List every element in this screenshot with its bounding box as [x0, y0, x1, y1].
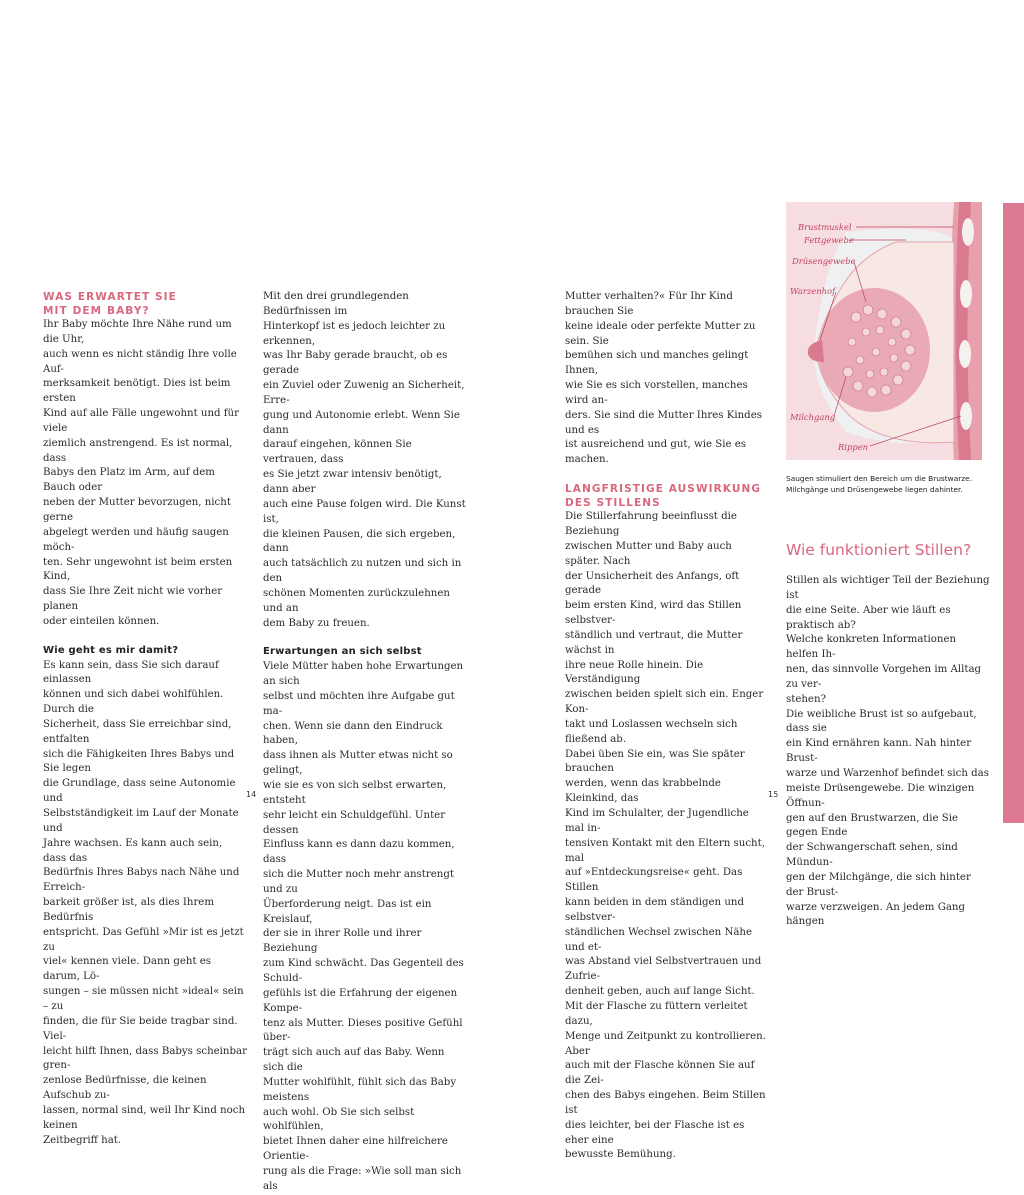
text-line: Mit der Flasche zu füttern verleitet dazu, — [565, 1000, 748, 1027]
text-line: ziemlich anstrengend. Es ist normal, dass — [43, 437, 233, 464]
subheading-erwartungen: Erwartungen an sich selbst — [263, 646, 422, 658]
text-line: bewusste Bemühung. — [565, 1149, 676, 1161]
breast-anatomy-illustration — [786, 202, 982, 460]
text-line: Mutter wohlfühlt, fühlt sich das Baby meistens — [263, 1076, 457, 1103]
text-line: der sie in ihrer Rolle und ihrer Beziehung — [263, 928, 422, 955]
text-line: was Ihr Baby gerade braucht, ob es gerade — [263, 350, 448, 377]
label-warzenhof: Warzenhof — [790, 286, 836, 296]
label-brustmuskel: Brustmuskel — [798, 222, 852, 232]
section-heading-langfristige — [565, 482, 770, 510]
text-line: auch wohl. Ob Sie sich selbst wohlfühlen, — [263, 1106, 415, 1133]
text-line: meiste Drüsengewebe. Die winzigen Öffnun- — [786, 782, 975, 809]
text-line: sich die Fähigkeiten Ihres Babys und Sie legen — [43, 748, 235, 775]
text-line: entspricht. Das Gefühl »Mir ist es jetzt zu — [43, 926, 244, 953]
text-line: keine ideale oder perfekte Mutter zu sein. Sie — [565, 320, 756, 347]
text-line: auch tatsächlich zu nutzen und sich in den — [263, 558, 462, 585]
text-line: dem Baby zu freuen. — [263, 617, 370, 629]
heading-line: DES STILLENS — [565, 497, 661, 510]
text-line: Es kann sein, dass Sie sich darauf einlassen — [43, 659, 219, 686]
text-line: die kleinen Pausen, die sich ergeben, dann — [263, 528, 456, 555]
text-line: neben der Mutter bevorzugen, nicht gerne — [43, 497, 231, 523]
text-line: Menge und Zeitpunkt zu kontrollieren. Aber — [565, 1030, 766, 1057]
text-line: gung und Autonomie erlebt. Wenn Sie dann — [263, 409, 460, 436]
text-line: chen. Wenn sie dann den Eindruck haben, — [263, 720, 443, 747]
text-line: auch mit der Flasche können Sie auf die Zei- — [565, 1060, 755, 1087]
caption-line: Milchgänge und Drüsengewebe liegen dahinter. — [786, 485, 963, 494]
text-line: Viele Mütter haben hohe Erwartungen an sich — [263, 661, 464, 688]
text-line: takt und Loslassen wechseln sich fließend ab. — [565, 718, 738, 745]
text-line: beim ersten Kind, wird das Stillen selbstver- — [565, 600, 742, 627]
text-line: stehen? — [786, 693, 826, 705]
text-line: bemühen sich und manches gelingt Ihnen, — [565, 350, 749, 377]
breast-anatomy-drawing — [786, 202, 982, 460]
text-line: ein Kind ernähren kann. Nah hinter Brust- — [786, 738, 972, 765]
text-line: gefühls ist die Erfahrung der eigenen Kompe- — [263, 987, 458, 1014]
text-line: Ihr Baby möchte Ihre Nähe rund um die Uhr, — [43, 319, 232, 345]
text-line: sich die Mutter noch mehr anstrengt und zu — [263, 869, 454, 895]
text-line: Selbstständigkeit im Lauf der Monate und — [43, 808, 239, 834]
text-line: denheit geben, auch auf lange Sicht. — [565, 986, 755, 998]
text-line: Einfluss kann es dann dazu kommen, dass — [263, 839, 455, 866]
paragraph — [263, 290, 468, 631]
illustration-caption — [786, 473, 986, 495]
text-line: es Sie jetzt zwar intensiv benötigt, dann aber — [263, 469, 442, 495]
text-line: auch eine Pause folgen wird. Die Kunst ist, — [263, 498, 466, 525]
label-druesengewebe: Drüsengewebe — [792, 256, 856, 266]
text-line: ten. Sehr ungewohnt ist beim ersten Kind, — [43, 556, 233, 583]
text-line: Babys den Platz im Arm, auf dem Bauch oder — [43, 467, 215, 494]
label-rippen: Rippen — [838, 442, 869, 452]
text-line: bietet Ihnen daher eine hilfreichere Orientie- — [263, 1136, 448, 1163]
section-heading-was-erwartet — [43, 290, 248, 318]
text-line: warze und Warzenhof befindet sich das — [786, 767, 989, 779]
text-line: rung als die Frage: »Wie soll man sich als — [263, 1165, 462, 1192]
text-line: auch wenn es nicht ständig Ihre volle Auf- — [43, 348, 237, 375]
text-line: können und sich dabei wohlfühlen. Durch die — [43, 689, 224, 716]
text-line: tensiven Kontakt mit den Eltern sucht, mal — [565, 837, 765, 864]
text-line: chen des Babys eingehen. Beim Stillen ist — [565, 1090, 766, 1116]
left-column-2 — [263, 290, 468, 1195]
text-line: zenlose Bedürfnisse, die keinen Aufschub zu- — [43, 1075, 207, 1102]
text-line: Mutter verhalten?« Für Ihr Kind brauchen Sie — [565, 291, 733, 317]
text-line: werden, wenn das krabbelnde Kleinkind, das — [565, 778, 721, 805]
text-line: ist ausreichend und gut, wie Sie es machen. — [565, 439, 746, 466]
text-line: oder einteilen können. — [43, 615, 160, 627]
text-line: tenz als Mutter. Dieses positive Gefühl über- — [263, 1017, 463, 1044]
page-number-left: 14 — [246, 790, 257, 799]
text-line: barkeit größer ist, als dies Ihrem Bedürfnis — [43, 897, 214, 923]
text-line: Zeitbegriff hat. — [43, 1134, 122, 1146]
text-line: kann beiden in dem ständigen und selbstver- — [565, 897, 745, 923]
subheading-wie-geht-es: Wie geht es mir damit? — [43, 644, 179, 656]
text-line: merksamkeit benötigt. Dies ist beim ersten — [43, 378, 231, 405]
text-line: Die weibliche Brust ist so aufgebaut, dass sie — [786, 708, 977, 735]
text-line: selbst und möchten ihre Aufgabe gut ma- — [263, 690, 455, 717]
section-heading-wie-funktioniert: Wie funktioniert Stillen? — [786, 541, 972, 559]
page-number-right: 15 — [768, 790, 779, 799]
text-line: Jahre wachsen. Es kann auch sein, dass das — [43, 837, 223, 864]
text-line: Kind im Schulalter, der Jugendliche mal in- — [565, 808, 749, 834]
text-line: Sicherheit, dass Sie erreichbar sind, entfalten — [43, 718, 232, 745]
text-line: die Grundlage, dass seine Autonomie und — [43, 778, 236, 805]
paragraph — [263, 660, 468, 1194]
right-column-1 — [565, 290, 770, 1163]
text-line: viel« kennen viele. Dann geht es darum, Lö- — [43, 956, 212, 983]
text-line: auf »Entdeckungsreise« geht. Das Stillen — [565, 867, 743, 894]
text-line: ein Zuviel oder Zuwenig an Sicherheit, Erre- — [263, 380, 465, 406]
text-line: gen der Milchgänge, die sich hinter der Brust- — [786, 871, 971, 898]
text-line: ständlich und vertraut, die Mutter wächst in — [565, 629, 743, 656]
caption-line: Saugen stimuliert den Bereich um die Brustwarze. — [786, 474, 973, 483]
text-line: Dabei üben Sie ein, was Sie später brauchen — [565, 748, 745, 775]
text-line: gen auf den Brustwarzen, die Sie gegen Ende — [786, 812, 958, 839]
heading-line: LANGFRISTIGE AUSWIRKUNG — [565, 483, 762, 496]
text-line: leicht hilft Ihnen, dass Babys scheinbar gren- — [43, 1045, 247, 1072]
right-column-2 — [786, 574, 991, 930]
text-line: zum Kind schwächt. Das Gegenteil des Schuld- — [263, 958, 464, 984]
text-line: Bedürfnis Ihres Babys nach Nähe und Erreich- — [43, 867, 240, 894]
left-column-1 — [43, 290, 248, 1148]
heading-line: WAS ERWARTET SIE — [43, 291, 177, 303]
text-line: dies leichter, bei der Flasche ist es eher eine — [565, 1119, 745, 1146]
paragraph — [43, 659, 248, 1149]
text-line: ständlichen Wechsel zwischen Nähe und et- — [565, 926, 753, 953]
text-line: warze verzweigen. An jedem Gang hängen — [786, 901, 966, 928]
paragraph — [565, 510, 770, 1163]
text-line: Überforderung neigt. Das ist ein Kreislauf, — [263, 898, 432, 925]
text-line: abgelegt werden und häufig saugen möch- — [43, 526, 229, 553]
text-line: der Schwangerschaft sehen, sind Mündun- — [786, 842, 958, 869]
label-milchgang: Milchgang — [790, 412, 836, 422]
text-line: darauf eingehen, können Sie vertrauen, dass — [263, 439, 412, 466]
text-line: finden, die für Sie beide tragbar sind. Viel- — [43, 1015, 238, 1042]
text-line: Kind auf alle Fälle ungewohnt und für viele — [43, 408, 239, 434]
text-line: Mit den drei grundlegenden Bedürfnissen im — [263, 291, 409, 317]
text-line: wie Sie es sich vorstellen, manches wird an- — [565, 380, 748, 406]
text-line: ihre neue Rolle hinein. Die Verständigung — [565, 659, 704, 686]
heading-line: MIT DEM BABY? — [43, 305, 150, 317]
text-line: der Unsicherheit des Anfangs, oft gerade — [565, 570, 740, 597]
label-fettgewebe: Fettgewebe — [804, 235, 854, 245]
text-line: wie sie es von sich selbst erwarten, entsteht — [263, 780, 447, 806]
text-line: sehr leicht ein Schuldgefühl. Unter dessen — [263, 809, 446, 836]
paragraph — [786, 708, 991, 931]
text-line: zwischen beiden spielt sich ein. Enger Kon- — [565, 689, 764, 716]
text-line: Stillen als wichtiger Teil der Beziehung ist — [786, 575, 990, 601]
text-line: schönen Momenten zurückzulehnen und an — [263, 587, 450, 614]
text-line: zwischen Mutter und Baby auch später. Nach — [565, 540, 732, 567]
paragraph — [786, 574, 991, 708]
text-line: Die Stillerfahrung beeinflusst die Beziehung — [565, 511, 737, 537]
paragraph — [43, 318, 248, 630]
text-line: Hinterkopf ist es jedoch leichter zu erkennen, — [263, 320, 446, 347]
text-line: dass Sie Ihre Zeit nicht wie vorher planen — [43, 586, 223, 613]
text-line: die eine Seite. Aber wie läuft es praktisch ab? — [786, 604, 951, 631]
text-line: sungen – sie müssen nicht »ideal« sein – zu — [43, 986, 244, 1012]
text-line: trägt sich auch auf das Baby. Wenn sich die — [263, 1047, 445, 1074]
text-line: was Abstand viel Selbstvertrauen und Zufrie- — [565, 956, 762, 983]
chapter-color-tab — [1003, 203, 1024, 823]
paragraph — [565, 290, 770, 468]
text-line: lassen, normal sind, weil Ihr Kind noch keinen — [43, 1104, 246, 1131]
text-line: ders. Sie sind die Mutter Ihres Kindes und es — [565, 409, 762, 436]
text-line: dass ihnen als Mutter etwas nicht so gelingt, — [263, 750, 453, 777]
text-line: Welche konkreten Informationen helfen Ih- — [786, 634, 957, 661]
text-line: nen, das sinnvolle Vorgehen im Alltag zu ver- — [786, 664, 982, 690]
